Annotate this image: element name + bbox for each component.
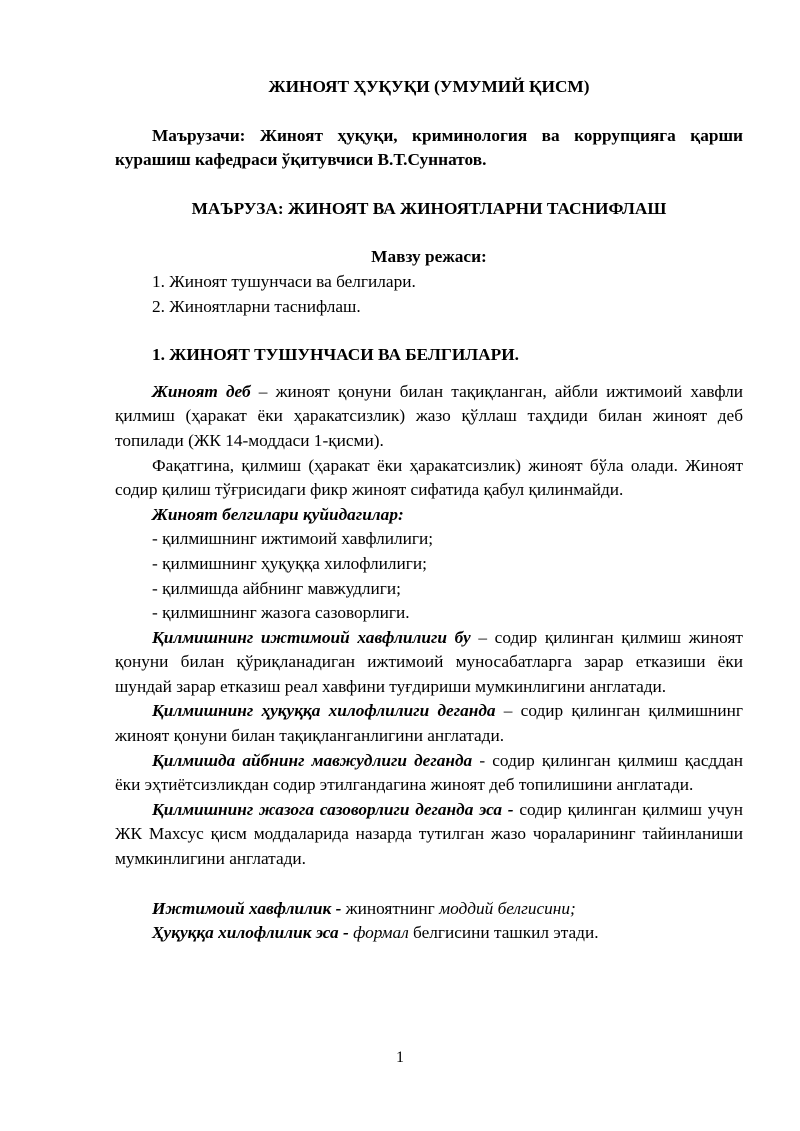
social-danger-term: Ижтимоий хавфлилик - (152, 898, 342, 918)
explanation-paragraph (115, 749, 743, 798)
section-heading: 1. ЖИНОЯТ ТУШУНЧАСИ ВА БЕЛГИЛАРИ. (152, 345, 519, 365)
explanation-term: Қилмишнинг жазога сазоворлиги деганда эса - (152, 799, 514, 819)
explanation-text: – содир қилинган қилмиш жиноят қонуни билан қўриқланадиган ижтимоий муносабатларга зарар етказиши ёки шундай зарар етказиш реал хавфини туғдириши мумкинлигини англатади. (115, 627, 743, 696)
feature-item: - қилмишнинг ҳуқуққа хилофлилиги; (152, 553, 427, 573)
explanation-term: Қилмишнинг ижтимоий хавфлилиги бу (152, 627, 471, 647)
document-title: ЖИНОЯТ ҲУҚУҚИ (УМУМИЙ ҚИСМ) (268, 77, 590, 96)
features-heading: Жиноят белгилари қуйидагилар: (152, 504, 404, 524)
explanation-text: содир қилинган қилмиш учун ЖК Махсус қисм моддаларида назарда тутилган жазо чораларининг тайинланиши мумкинлигини англатади. (115, 799, 743, 869)
social-danger-italic: моддий белгисини; (439, 898, 576, 918)
plan-heading: Мавзу режаси: (371, 247, 487, 267)
feature-item: - қилмишнинг жазога сазоворлиги. (152, 603, 410, 623)
definition-term: Жиноят деб (152, 381, 251, 401)
social-danger-text: жиноятнинг (341, 898, 440, 918)
explanation-paragraph (115, 699, 743, 748)
lecturer-info: Маърузачи: Жиноят ҳуқуқи, криминология ва коррупцияга қарши курашиш кафедраси ўқитувчиси В.Т.Суннатов. (115, 125, 743, 170)
social-danger-line (115, 897, 743, 922)
plan-item: 2. Жиноятларни таснифлаш. (152, 296, 361, 316)
illegality-line (115, 921, 743, 946)
plan-item: 1. Жиноят тушунчаси ва белгилари. (152, 271, 416, 291)
illegality-text: белгисини ташкил этади. (408, 923, 599, 943)
explanation-term: Қилмишнинг ҳуқуққа хилофлилиги деганда (152, 701, 496, 721)
crime-definition (115, 380, 743, 454)
explanation-text: – содир қилинган қилмишнинг жиноят қонуни билан тақиқланганлигини англатади. (115, 701, 744, 746)
feature-item: - қилмишнинг ижтимоий хавфлилиги; (152, 529, 434, 549)
explanation-paragraph (115, 798, 743, 872)
only-act-paragraph: Фақатгина, қилмиш (ҳаракат ёки ҳаракатсизлик) жиноят бўла олади. Жиноят содир қилиш тўғрисидаги фикр жиноят сифатида қабул қилинмайди. (115, 455, 743, 500)
illegality-term: Ҳуқуққа хилофлилик эса - (152, 923, 349, 943)
lecture-title: МАЪРУЗА: ЖИНОЯТ ВА ЖИНОЯТЛАРНИ ТАСНИФЛАШ (191, 198, 667, 218)
explanation-term: Қилмишда айбнинг мавжудлиги деганда (152, 750, 473, 770)
explanation-paragraph (115, 626, 743, 700)
definition-text: – жиноят қонуни билан тақиқланган, айбли ижтимоий хавфли қилмиш (ҳаракат ёки ҳаракатсизлик) жазо қўллаш таҳдиди билан жиноят деб топилади (ЖК 14-моддаси 1-қисми). (115, 381, 743, 450)
page-number: 1 (396, 1049, 404, 1066)
explanation-text: - содир қилинган қилмиш қасддан ёки эҳтиётсизликдан содир этилгандагина жиноят деб топилишини англатади. (115, 750, 743, 795)
illegality-italic: формал (353, 923, 409, 943)
feature-item: - қилмишда айбнинг мавжудлиги; (152, 578, 401, 598)
